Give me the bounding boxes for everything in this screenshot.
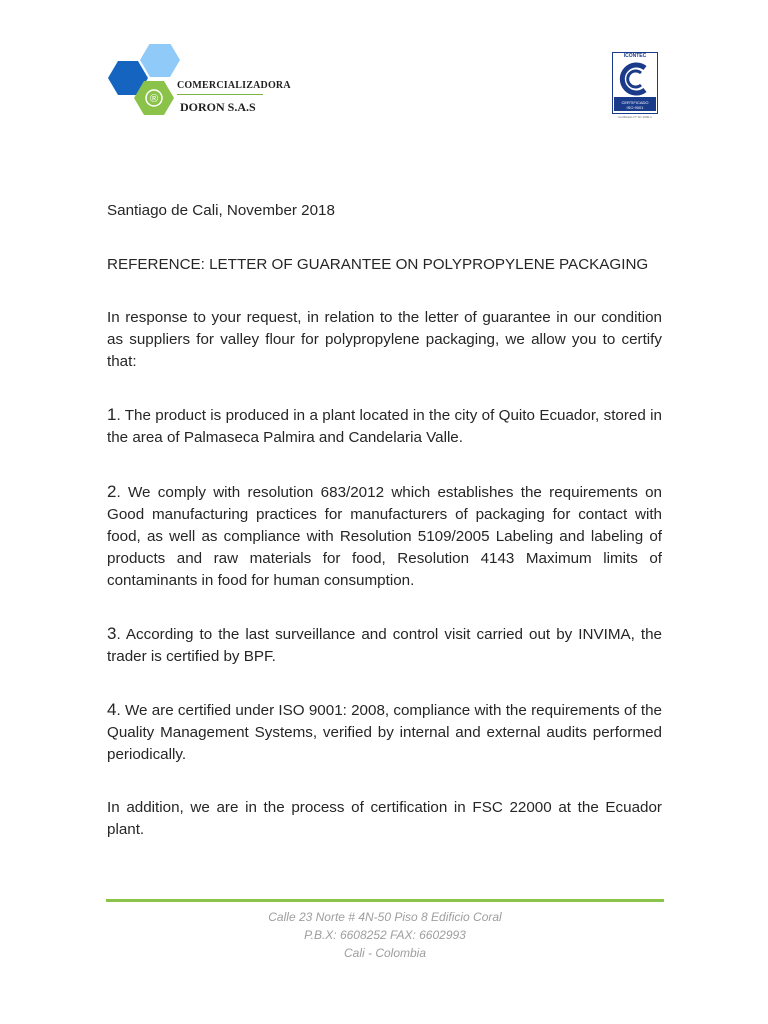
badge-label-line2: ISO 9001 bbox=[626, 105, 644, 110]
point-text: . The product is produced in a plant located in the city of Quito Ecuador, stored in the area of Palmaseca Palmira and Candelaria Valle. bbox=[107, 407, 662, 446]
footer-phone: P.B.X: 6608252 FAX: 6602993 bbox=[304, 928, 466, 942]
badge-label-line1: CERTIFICADO bbox=[621, 100, 649, 105]
point-2 bbox=[107, 481, 662, 592]
point-4 bbox=[107, 699, 662, 766]
closing-paragraph: In addition, we are in the process of certification in FSC 22000 at the Ecuador plant. bbox=[107, 799, 662, 838]
logo-divider bbox=[177, 94, 263, 95]
company-name-line2: DORON S.A.S bbox=[180, 100, 256, 114]
point-text: . We are certified under ISO 9001: 2008, compliance with the requirements of the Quality Management Systems, verified by internal and external audits performed periodically. bbox=[107, 702, 662, 763]
point-3 bbox=[107, 623, 662, 668]
reference-line: REFERENCE: LETTER OF GUARANTEE ON POLYPROPYLENE PACKAGING bbox=[107, 256, 649, 273]
footer-city: Cali - Colombia bbox=[343, 946, 427, 960]
point-number: 4 bbox=[107, 700, 117, 719]
point-1 bbox=[107, 404, 662, 449]
point-number: 3 bbox=[107, 624, 117, 643]
point-text: . We comply with resolution 683/2012 which establishes the requirements on Good manufacturing practices for manufacturers of packaging for contact with food, as well as compliance with Resolution 5109/2005 Labeling and labeling of products and raw materials for food, Resolution 4143 Maximum limits of contaminants in food for human consumption. bbox=[107, 484, 662, 589]
company-name-line1: COMERCIALIZADORA bbox=[177, 80, 291, 91]
footer-address: Calle 23 Norte # 4N-50 Piso 8 Edificio Coral bbox=[268, 910, 502, 924]
intro-paragraph: In response to your request, in relation to the letter of guarantee in our condition as suppliers for valley flour for polypropylene packaging, we allow you to certify that: bbox=[107, 309, 662, 370]
registered-mark: ® bbox=[149, 93, 159, 105]
badge-top-text: ICONTEC bbox=[623, 53, 647, 59]
point-number: 1 bbox=[107, 405, 117, 424]
point-number: 2 bbox=[107, 482, 117, 501]
footer-divider bbox=[106, 899, 664, 902]
badge-caption: Certificado N° SC 1000-1 bbox=[618, 115, 652, 119]
footer bbox=[106, 908, 664, 962]
logo-hex-light-blue bbox=[140, 44, 180, 77]
point-text: . According to the last surveillance and control visit carried out by INVIMA, the trader is certified by BPF. bbox=[107, 626, 662, 665]
date-line: Santiago de Cali, November 2018 bbox=[107, 202, 335, 219]
badge-label bbox=[614, 100, 656, 110]
